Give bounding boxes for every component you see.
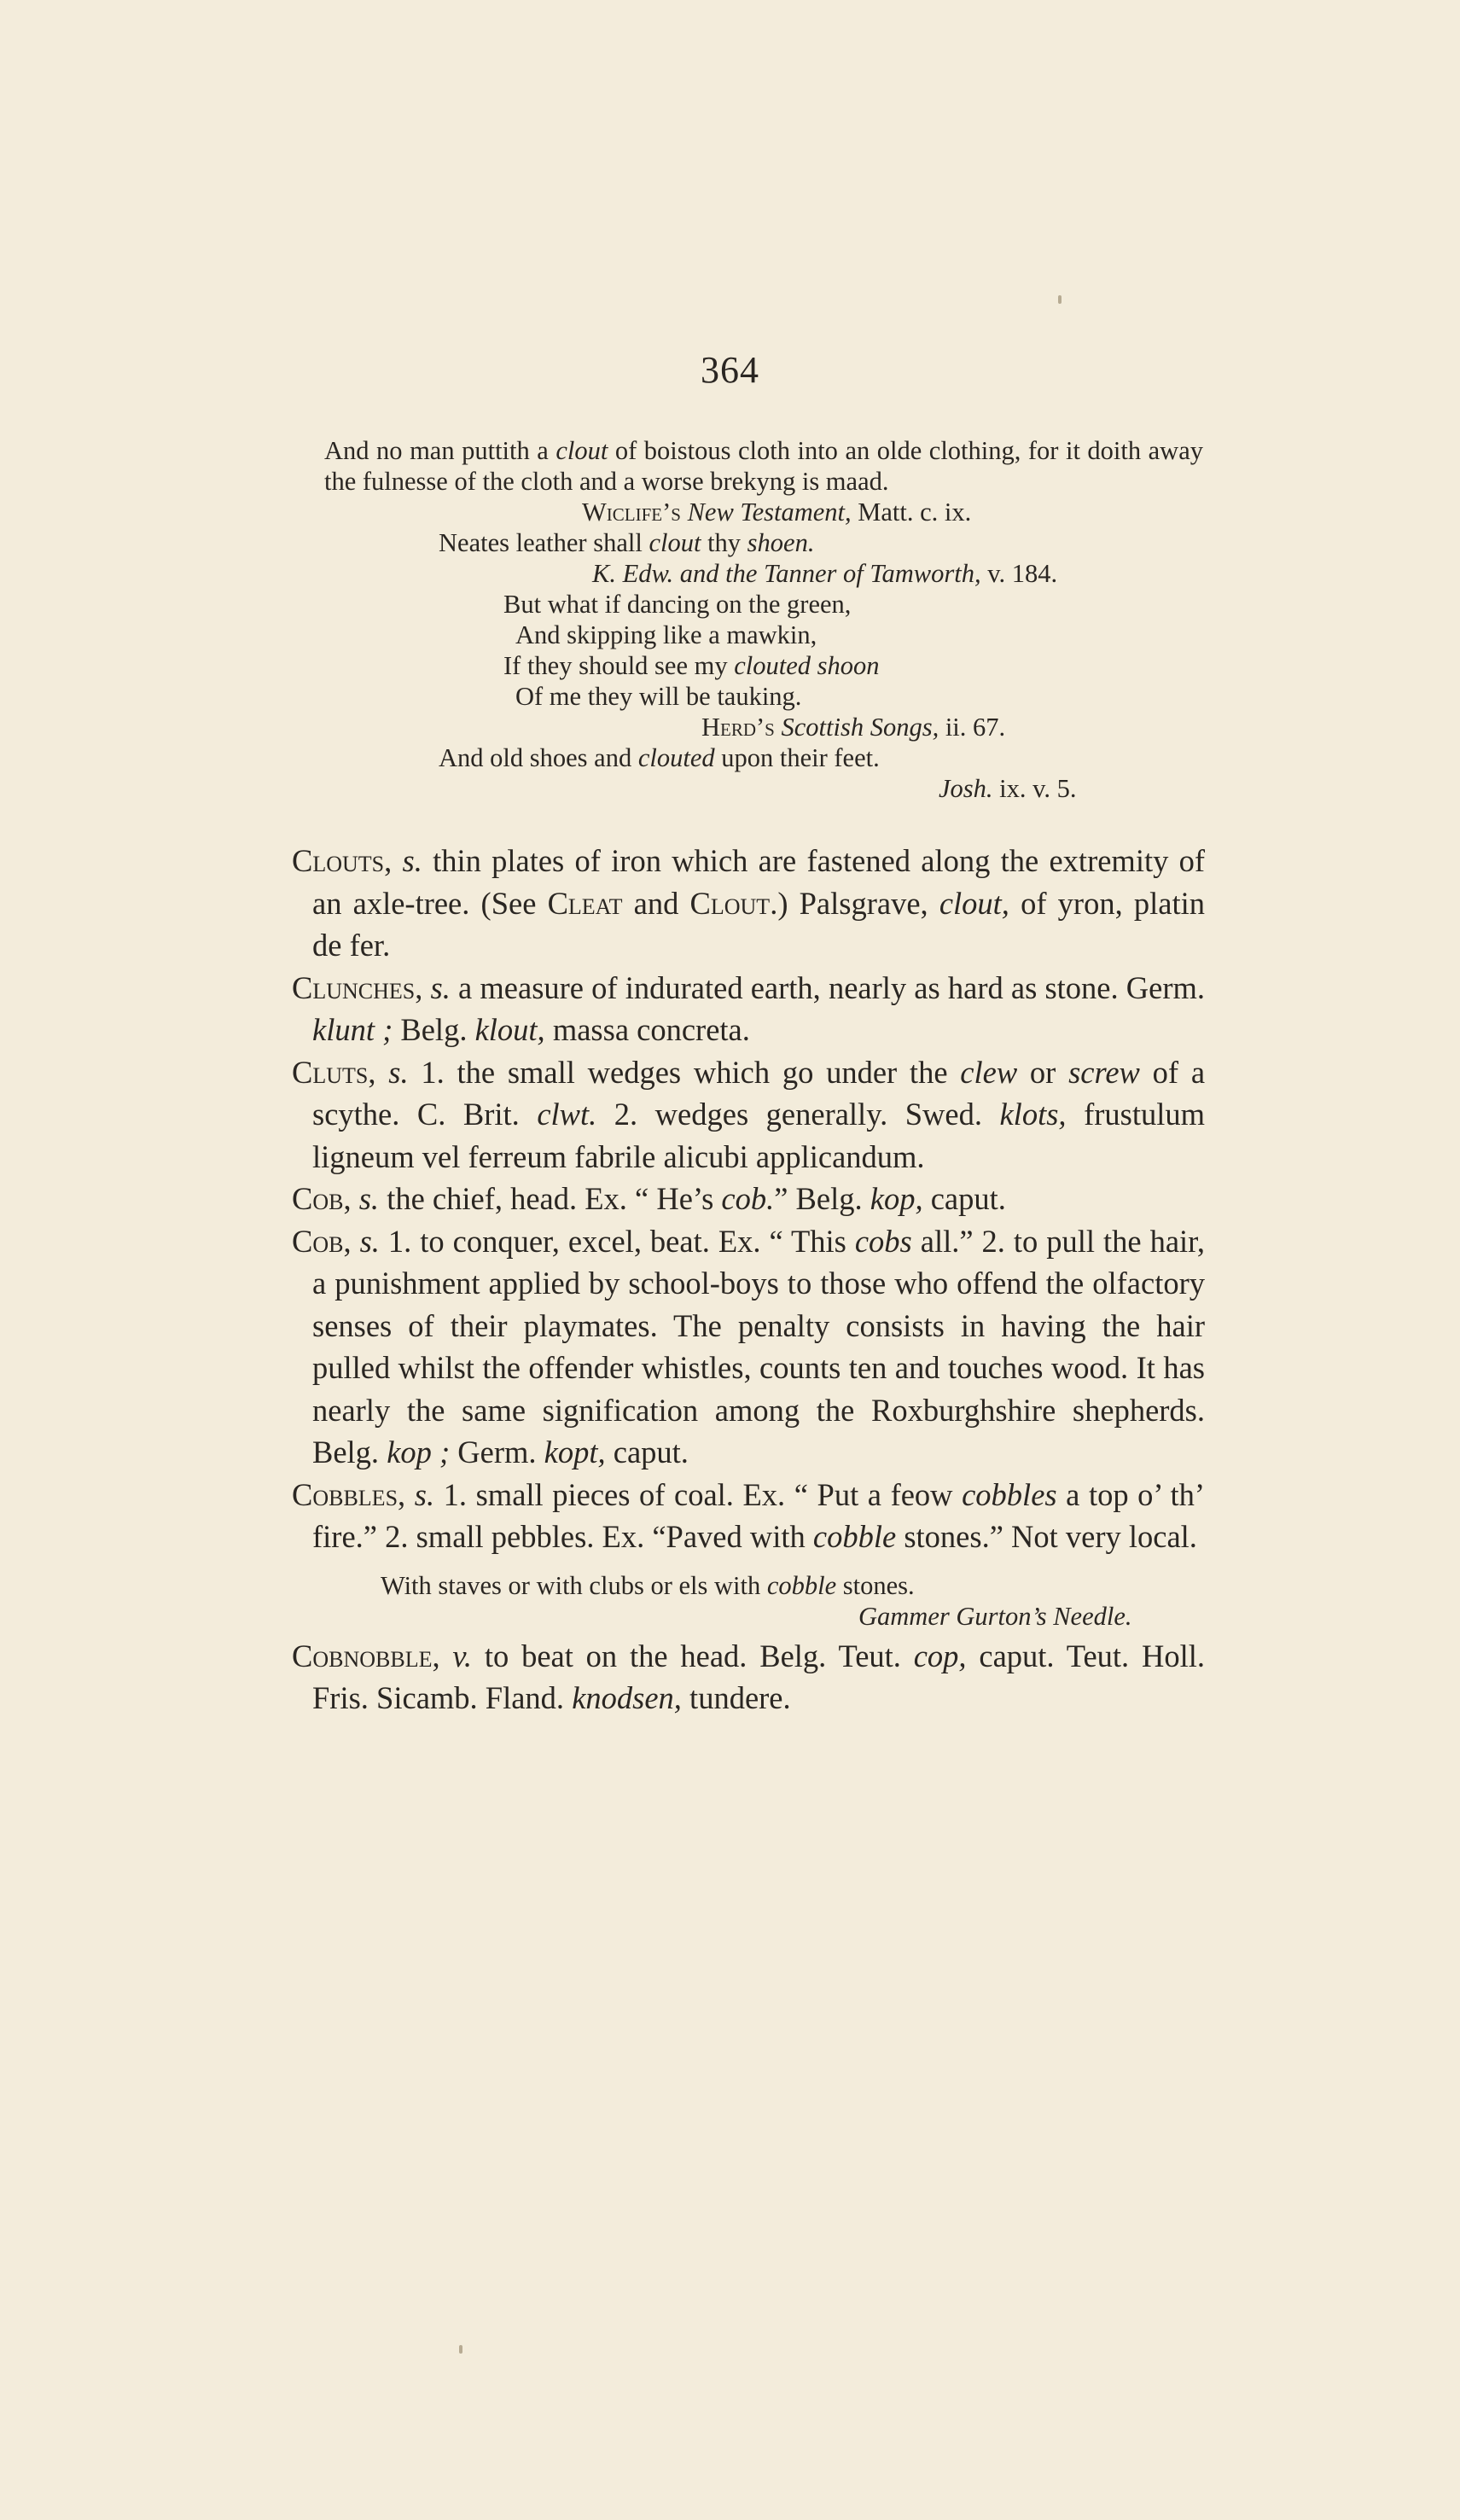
headword: Clouts, — [292, 843, 393, 878]
herd-verse-line: Of me they will be tauking. — [515, 682, 802, 711]
entry-cluts: Cluts, s. 1. the small wedges which go under the clew or screw of a scythe. C. Brit. clwt. 2. wedges generally. Swed. klots, frustulum ligneum vel ferreum fabrile alicubi applicandum. — [292, 1054, 1206, 1174]
wiclif-quote: And no man puttith a clout of boistous cloth into an olde clothing, for it doith away the fulnesse of the cloth and a worse brekyng is maad. — [324, 436, 1204, 496]
josh-quote: And old shoes and clouted upon their feet. — [439, 743, 880, 772]
quotation-block — [324, 435, 1203, 804]
entry-clouts: Clouts, s. thin plates of iron which are fastened along the extremity of an axle-tree. (See Cleat and Clout.) Palsgrave, clout, of yron, platin de fer. — [292, 843, 1205, 963]
kedw-citation: K. Edw. and the Tanner of Tamworth, v. 184. — [592, 559, 1058, 588]
gammer-quote: With staves or with clubs or els with cobble stones. Gammer Gurton’s Needle. — [292, 1570, 1205, 1632]
herd-verse-line: And skipping like a mawkin, — [515, 620, 817, 649]
gammer-citation: Gammer Gurton’s Needle. — [858, 1601, 1132, 1631]
headword: Cobnobble, — [292, 1638, 440, 1673]
herd-verse-line: If they should see my clouted shoon — [503, 651, 880, 680]
herd-citation: Herd’s Scottish Songs, ii. 67. — [701, 713, 1006, 742]
paper-speck — [1058, 295, 1062, 304]
headword: Clunches, — [292, 969, 423, 1005]
neates-quote: Neates leather shall clout thy shoen. — [439, 528, 815, 557]
wiclif-citation: Wiclife’s New Testament, Matt. c. ix. — [582, 498, 972, 527]
herd-verse-line: But what if dancing on the green, — [503, 590, 852, 619]
headword: Cluts, — [292, 1054, 376, 1090]
headword: Cob, — [292, 1181, 352, 1216]
entry-cob-2: Cob, s. 1. to conquer, excel, beat. Ex. “ This cobs all.” 2. to pull the hair, a punishment applied by school-boys to those who offend the olfactory senses of their playmates. The penalty consists in having the hair pulled whilst the offender whistles, counts ten and touches wood. It has nearly the same signification among the Roxburghshire shepherds. Belg. kop ; Germ. kopt, caput. — [292, 1223, 1205, 1470]
headword: Cob, — [292, 1223, 352, 1259]
dictionary-entries — [292, 840, 1205, 1720]
entry-cobnobble: Cobnobble, v. to beat on the head. Belg. Teut. cop, caput. Teut. Holl. Fris. Sicamb. Fland. knodsen, tundere. — [292, 1638, 1205, 1715]
headword: Cobbles, — [292, 1476, 406, 1512]
entry-clunches: Clunches, s. a measure of indurated earth, nearly as hard as stone. Germ. klunt ; Belg. klout, massa concreta. — [292, 969, 1206, 1047]
josh-citation: Josh. ix. v. 5. — [939, 774, 1077, 803]
page-number: 364 — [701, 349, 759, 391]
entry-cob-1: Cob, s. the chief, head. Ex. “ He’s cob.” Belg. kop, caput. — [292, 1181, 1006, 1216]
paper-speck — [459, 2345, 462, 2354]
entry-cobbles: Cobbles, s. 1. small pieces of coal. Ex. “ Put a feow cobbles a top o’ th’ fire.” 2. small pebbles. Ex. “Paved with cobble stones.” Not very local. — [292, 1476, 1205, 1554]
